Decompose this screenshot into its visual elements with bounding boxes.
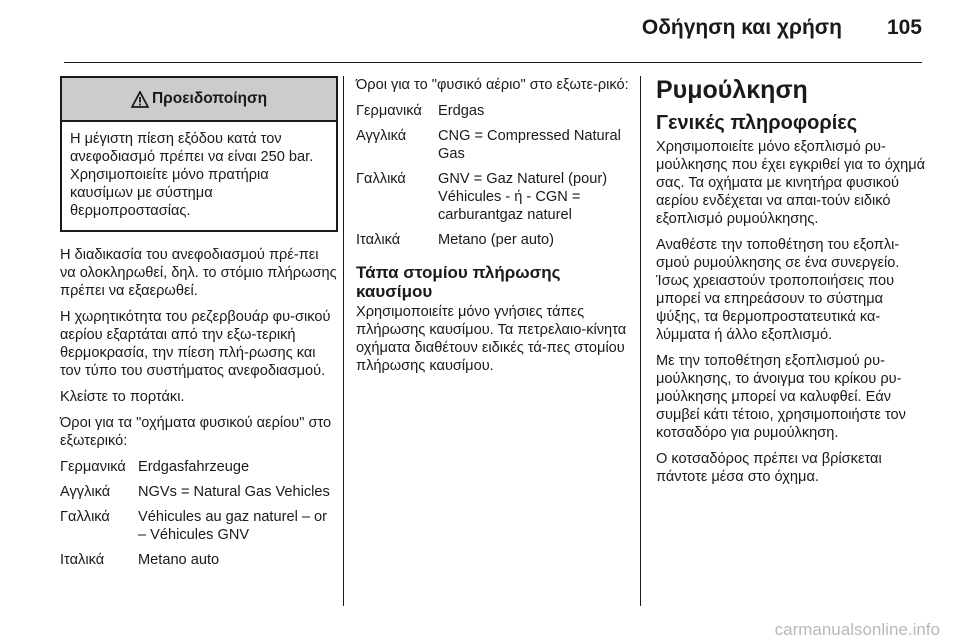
table-row [60,551,338,569]
column-divider-2 [640,76,641,606]
section-heading: Γενικές πληροφορίες [656,112,858,134]
term-language: Γαλλικά [60,509,110,525]
table-row [356,170,632,224]
warning-triangle-icon [131,91,149,108]
term-language: Ιταλικά [60,552,105,568]
warning-box [60,76,338,232]
term-language: Γερμανικά [356,103,422,119]
paragraph: Χρησιμοποιείτε μόνο εξοπλισμό ρυ-μούλκησης που έχει εγκριθεί για το όχημά σας. Τα οχήματα με κινητήρα φυσικού αερίου ενδέχεται να απαι-τούν ειδικό εξοπλισμό ρυμούλκησης. [656,139,926,227]
warning-text: Η μέγιστη πίεση εξόδου κατά τον ανεφοδιασμό πρέπει να είναι 250 bar. Χρησιμοποιείτε μόνο πρατήρια καυσίμων με σύστημα θερμοπροστασίας. [70,131,314,219]
page-header [0,0,960,62]
page-header-title: Οδήγηση και χρήση [641,16,842,39]
term-value: Metano (per auto) [438,232,555,248]
page-number: 105 [886,16,922,39]
term-value: GNV = Gaz Naturel (pour) Véhicules - ή - CGN = carburantgaz naturel [438,171,608,223]
term-language: Αγγλικά [356,128,407,144]
term-value: Metano auto [138,552,220,568]
paragraph: Η διαδικασία του ανεφοδιασμού πρέ-πει να ολοκληρωθεί, δηλ. το στόμιο πλήρωσης πρέπει να εξαερωθεί. [60,247,337,299]
term-language: Γαλλικά [356,171,406,187]
term-value: Erdgas [438,103,485,119]
paragraph: Με την τοποθέτηση εξοπλισμού ρυ-μούλκησης, το άνοιγμα του κρίκου ρυ-μούλκησης μπορεί να καλυφθεί. Εάν συμβεί κάτι τέτοιο, χρησιμοποιήστε τον κοτσαδόρο για ρυμούλκηση. [656,353,906,441]
term-value: Erdgasfahrzeuge [138,459,250,475]
gas-terms-table [356,102,632,249]
term-language: Ιταλικά [356,232,401,248]
table-row [356,231,632,249]
section-heading: Τάπα στομίου πλήρωσης καυσίμου [356,263,561,301]
warning-title: Προειδοποίηση [151,90,268,107]
term-language: Αγγλικά [60,484,111,500]
term-value: CNG = Compressed Natural Gas [438,128,621,162]
table-row [356,127,632,163]
paragraph: Κλείστε το πορτάκι. [60,389,185,405]
column-divider-1 [343,76,344,606]
column-3 [656,76,928,494]
paragraph: Η χωρητικότητα του ρεζερβουάρ φυ-σικού αερίου εξαρτάται από την εξω-τερική θερμοκρασία, την πίεση πλή-ρωσης και τον τύπο του συστήματος ανεφοδιασμού. [60,309,331,379]
term-language: Γερμανικά [60,459,126,475]
watermark: carmanualsonline.info [774,620,940,639]
warning-header [62,78,336,122]
term-value: Véhicules au gaz naturel – or – Véhicules GNV [138,509,328,543]
column-2 [356,76,632,383]
paragraph: Ο κοτσαδόρος πρέπει να βρίσκεται πάντοτε μέσα στο όχημα. [656,451,882,485]
term-value: NGVs = Natural Gas Vehicles [138,484,330,500]
table-row [60,508,338,544]
chapter-title: Ρυμούλκηση [656,76,808,104]
header-divider [64,62,922,63]
table-row [356,102,632,120]
table-row [60,458,338,476]
paragraph: Όροι για τα "οχήματα φυσικού αερίου" στο εξωτερικό: [60,415,332,449]
table-row [60,483,338,501]
paragraph: Αναθέστε την τοποθέτηση του εξοπλι-σμού ρυμούλκησης σε ένα συνεργείο. Ίσως χρειαστούν τροποποιήσεις που μπορεί να επηρεάσουν το σύστημα ψύξης, τα θερμοπροστατευτικά κα-λύμματα ή άλλο εξοπλισμό. [656,237,900,343]
paragraph: Χρησιμοποιείτε μόνο γνήσιες τάπες πλήρωσης καυσίμου. Τα πετρελαιο-κίνητα οχήματα διαθέτουν ειδικές τά-πες στομίου πλήρωσης καυσίμου. [356,304,627,374]
paragraph: Όροι για το "φυσικό αέριο" στο εξωτε-ρικό: [356,77,629,93]
column-1 [60,76,338,577]
vehicle-terms-table [60,458,338,569]
